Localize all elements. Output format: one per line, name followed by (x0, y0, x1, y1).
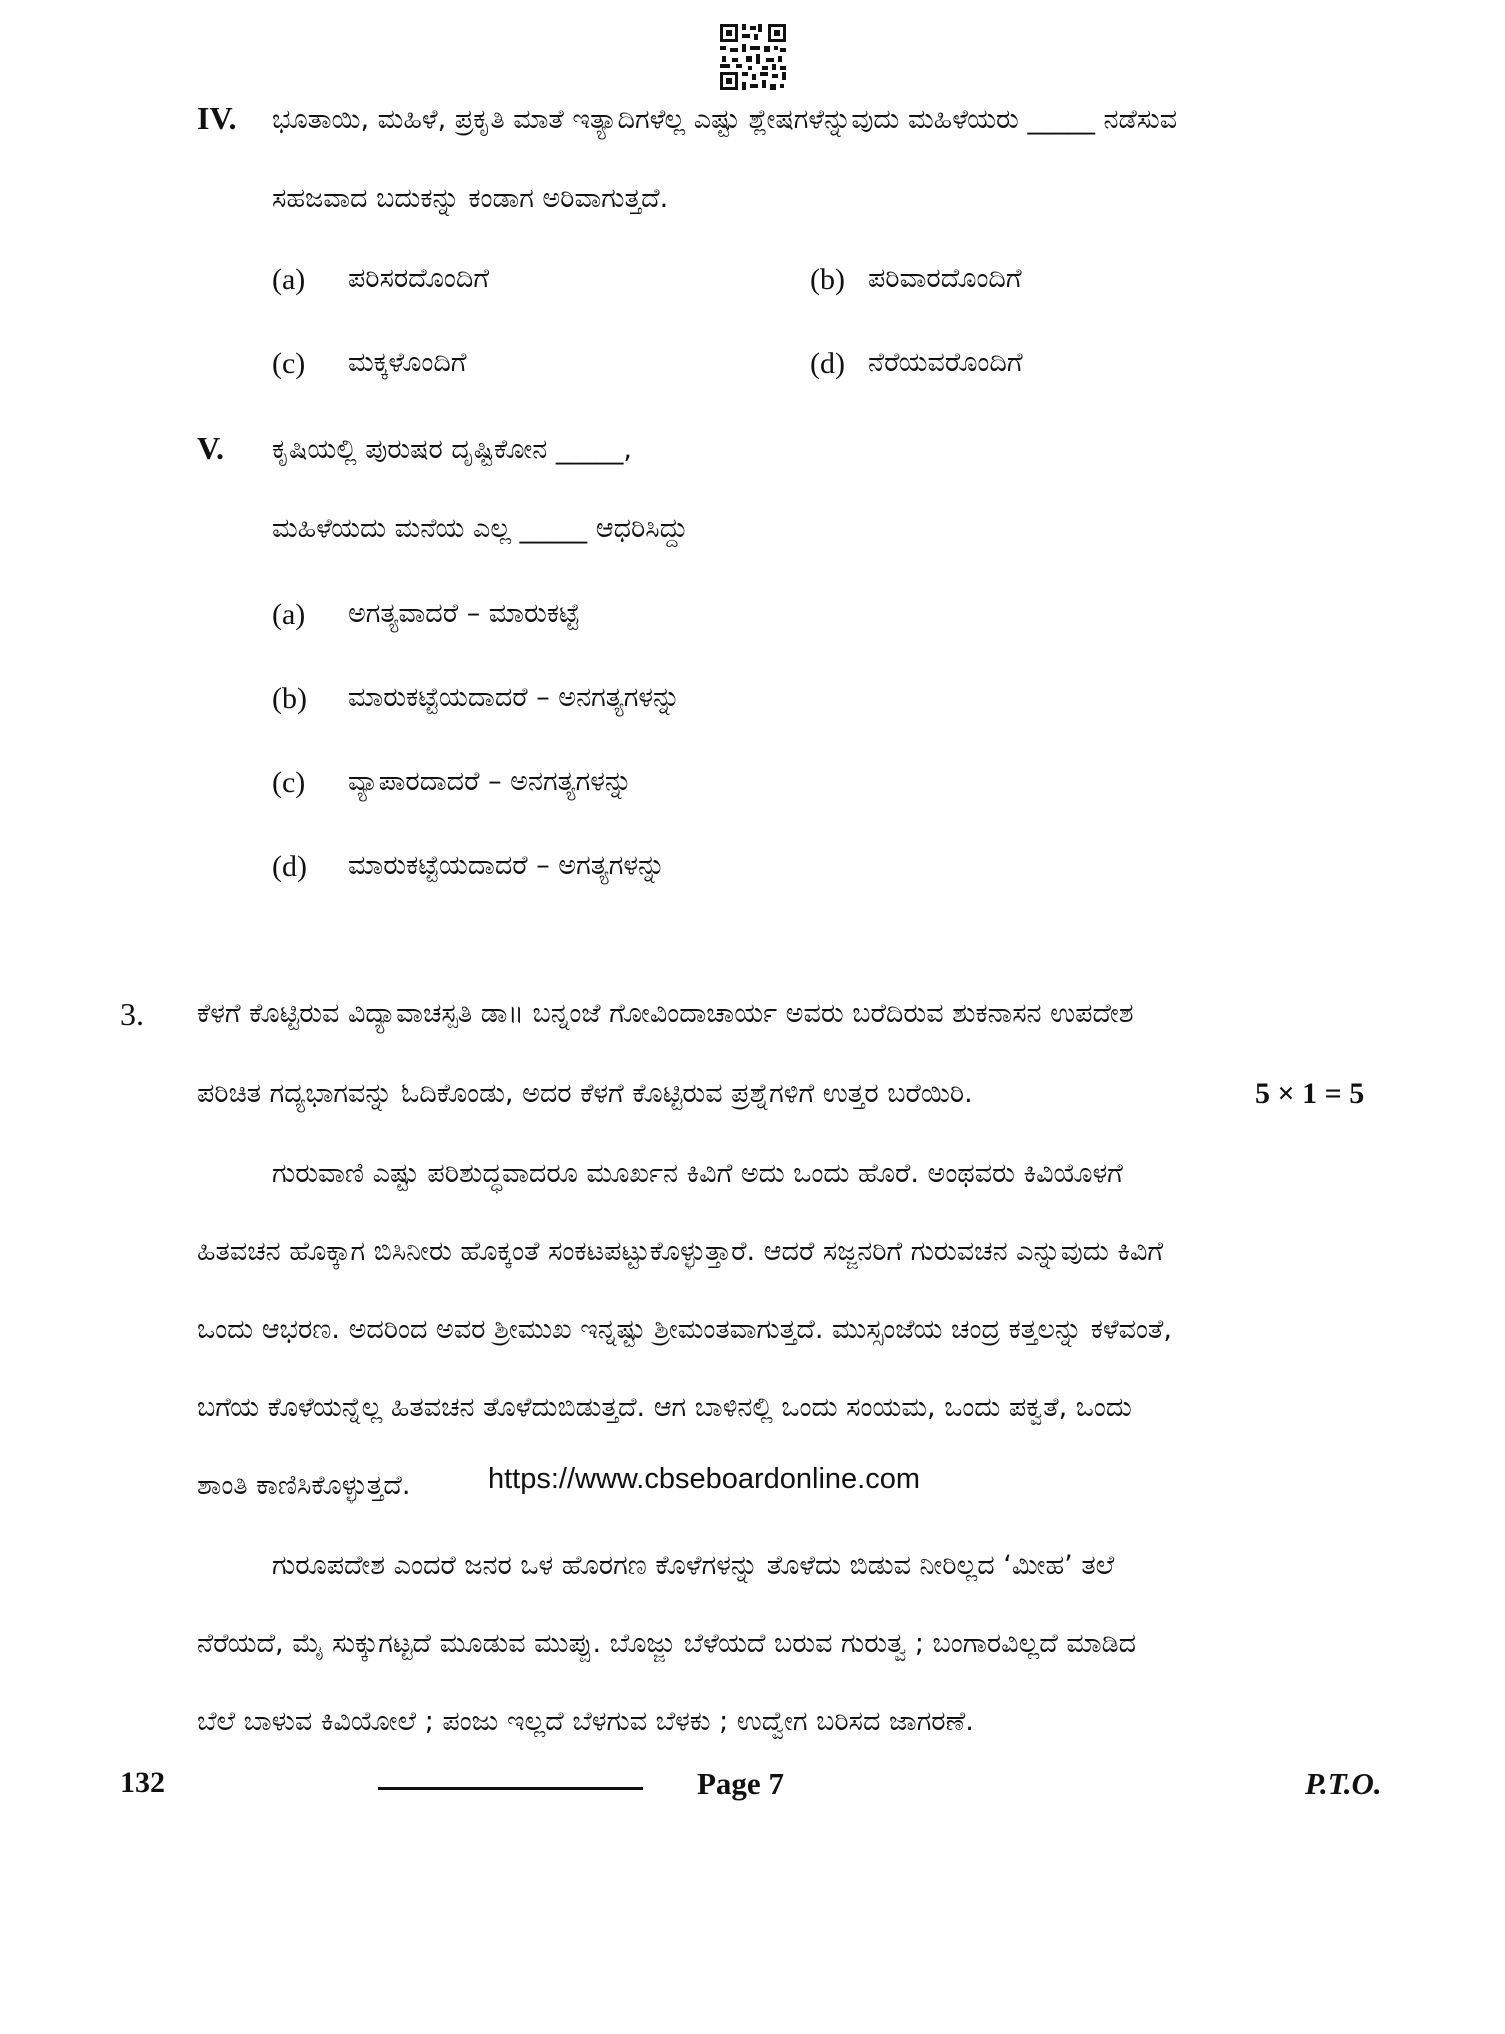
passage-line: ಶಾಂತಿ ಕಾಣಿಸಿಕೊಳ್ಳುತ್ತದೆ. (197, 1470, 411, 1501)
question-number-v: V. (197, 430, 224, 466)
passage-line: ಬೆಲೆ ಬಾಳುವ ಕಿವಿಯೋಲೆ ; ಪಂಜು ಇಲ್ಲದೆ ಬೆಳಗುವ ಬೆಳಕು ; ಉದ್ವೇಗ ಬರಿಸದ ಜಾಗರಣೆ. (197, 1706, 974, 1737)
passage-line: ಬಗೆಯ ಕೊಳೆಯನ್ನೆಲ್ಲ ಹಿತವಚನ ತೊಳೆದುಬಿಡುತ್ತದೆ. ಆಗ ಬಾಳಿನಲ್ಲಿ ಒಂದು ಸಂಯಮ, ಒಂದು ಪಕ್ವತೆ, ಒಂದು (197, 1392, 1132, 1423)
option-text-d: ನೆರೆಯವರೊಂದಿಗೆ (868, 347, 1023, 378)
option-text-c: ಮಕ್ಕಳೊಂದಿಗೆ (348, 347, 467, 378)
passage-line: ಒಂದು ಆಭರಣ. ಅದರಿಂದ ಅವರ ಶ್ರೀಮುಖ ಇನ್ನಷ್ಟು ಶ್ರೀಮಂತವಾಗುತ್ತದೆ. ಮುಸ್ಸಂಜೆಯ ಚಂದ್ರ ಕತ್ತಲನ್ನು ಕಳೆವಂತೆ, (197, 1314, 1172, 1345)
option-letter-c: (c) (272, 766, 306, 799)
option-letter-d: (d) (272, 850, 307, 883)
option-text-c: ವ್ಯಾಪಾರದಾದರೆ – ಅನಗತ್ಯಗಳನ್ನು (348, 766, 633, 797)
question-3-line-1: ಕೆಳಗೆ ಕೊಟ್ಟಿರುವ ವಿದ್ಯಾವಾಚಸ್ಪತಿ ಡಾ॥ ಬನ್ನಂಜೆ ಗೋವಿಂದಾಚಾರ್ಯ ಅವರು ಬರೆದಿರುವ ಶುಕನಾಸನ ಉಪದೇಶ (197, 998, 1134, 1029)
paper-code: 132 (120, 1766, 165, 1799)
option-letter-c: (c) (272, 347, 306, 380)
option-text-a: ಅಗತ್ಯವಾದರೆ – ಮಾರುಕಟ್ಟೆ (348, 598, 580, 629)
option-letter-d: (d) (810, 347, 845, 380)
option-letter-a: (a) (272, 263, 306, 296)
question-iv-line-1: ಭೂತಾಯಿ, ಮಹಿಳೆ, ಪ್ರಕೃತಿ ಮಾತೆ ಇತ್ಯಾದಿಗಳೆಲ್ಲ ಎಷ್ಟು ಶ್ಲೇಷಗಳೆನ್ನುವುದು ಮಹಿಳೆಯರು _____ ನಡೆಸುವ (272, 104, 1178, 135)
marks-allocation: 5 × 1 = 5 (1255, 1077, 1365, 1110)
option-text-b: ಮಾರುಕಟ್ಟೆಯದಾದರೆ – ಅನಗತ್ಯಗಳನ್ನು (348, 682, 681, 713)
question-iv-line-2: ಸಹಜವಾದ ಬದುಕನ್ನು ಕಂಡಾಗ ಅರಿವಾಗುತ್ತದೆ. (272, 183, 669, 214)
question-3-line-2: ಪರಿಚಿತ ಗದ್ಯಭಾಗವನ್ನು ಓದಿಕೊಂಡು, ಅದರ ಕೆಳಗೆ ಕೊಟ್ಟಿರುವ ಪ್ರಶ್ನೆಗಳಿಗೆ ಉತ್ತರ ಬರೆಯಿರಿ. (197, 1078, 973, 1109)
passage-line: ನೆರೆಯದೆ, ಮೈ ಸುಕ್ಕುಗಟ್ಟದೆ ಮೂಡುವ ಮುಪ್ಪು. ಬೊಜ್ಜು ಬೆಳೆಯದೆ ಬರುವ ಗುರುತ್ವ ; ಬಂಗಾರವಿಲ್ಲದೆ ಮಾಡಿದ (197, 1628, 1137, 1659)
option-letter-a: (a) (272, 598, 306, 631)
passage-line: ಗುರೂಪದೇಶ ಎಂದರೆ ಜನರ ಒಳ ಹೊರಗಣ ಕೊಳೆಗಳನ್ನು ತೊಳೆದು ಬಿಡುವ ನೀರಿಲ್ಲದ ‘ಮೀಹ’ ತಲೆ (272, 1550, 1115, 1581)
question-v-line-1: ಕೃಷಿಯಲ್ಲಿ ಪುರುಷರ ದೃಷ್ಟಿಕೋನ _____, (272, 434, 632, 465)
page-number: Page 7 (697, 1766, 784, 1801)
option-letter-b: (b) (810, 263, 845, 296)
question-v-line-2: ಮಹಿಳೆಯದು ಮನೆಯ ಎಲ್ಲ _____ ಆಧರಿಸಿದ್ದು (272, 513, 689, 544)
watermark-url: https://www.cbseboardonline.com (488, 1463, 920, 1495)
passage-line: ಹಿತವಚನ ಹೊಕ್ಕಾಗ ಬಿಸಿನೀರು ಹೊಕ್ಕಂತೆ ಸಂಕಟಪಟ್ಟುಕೊಳ್ಳುತ್ತಾರೆ. ಆದರೆ ಸಜ್ಜನರಿಗೆ ಗುರುವಚನ ಎನ್ನುವುದು ಕಿವಿಗೆ (197, 1236, 1164, 1267)
footer-divider (378, 1787, 643, 1790)
option-letter-b: (b) (272, 682, 307, 715)
question-number-3: 3. (120, 996, 144, 1032)
please-turn-over: P.T.O. (1305, 1766, 1382, 1801)
option-text-a: ಪರಿಸರದೊಂದಿಗೆ (348, 263, 490, 294)
option-text-d: ಮಾರುಕಟ್ಟೆಯದಾದರೆ – ಅಗತ್ಯಗಳನ್ನು (348, 850, 666, 881)
option-text-b: ಪರಿವಾರದೊಂದಿಗೆ (868, 263, 1022, 294)
passage-line: ಗುರುವಾಣಿ ಎಷ್ಟು ಪರಿಶುದ್ಧವಾದರೂ ಮೂರ್ಖನ ಕಿವಿಗೆ ಅದು ಒಂದು ಹೊರೆ. ಅಂಥವರು ಕಿವಿಯೊಳಗೆ (272, 1158, 1123, 1189)
qr-code-icon (718, 22, 788, 92)
question-number-iv: IV. (197, 100, 237, 136)
